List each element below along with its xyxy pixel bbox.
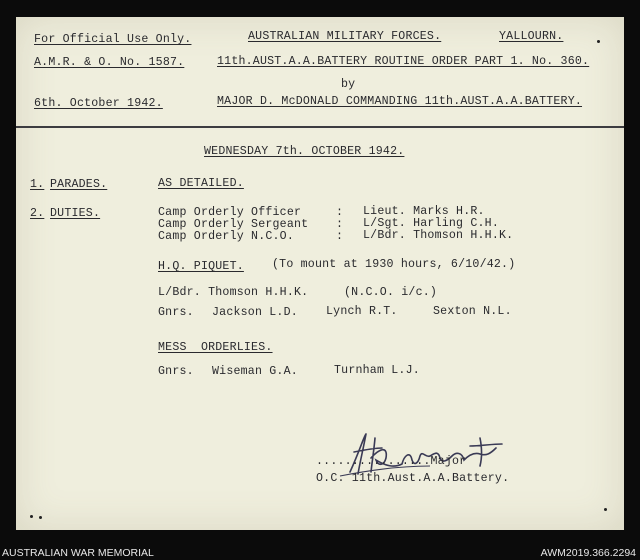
day-heading: WEDNESDAY 7th. OCTOBER 1942. bbox=[204, 145, 405, 158]
by-word: by bbox=[341, 78, 356, 91]
duty-separator: : bbox=[336, 206, 344, 219]
mess-gunners-label: Gnrs. bbox=[158, 365, 194, 378]
duty-separator: : bbox=[336, 230, 344, 243]
duty-role: Camp Orderly N.C.O. bbox=[158, 230, 294, 243]
piquet-nco-role: (N.C.O. i/c.) bbox=[344, 286, 438, 299]
document-page bbox=[16, 17, 624, 530]
duty-separator: : bbox=[336, 218, 344, 231]
piquet-heading: H.Q. PIQUET. bbox=[158, 260, 244, 273]
punch-mark bbox=[597, 40, 600, 43]
piquet-gunner: Sexton N.L. bbox=[433, 305, 512, 318]
signature-title: O.C. 11th.Aust.A.A.Battery. bbox=[316, 472, 510, 485]
header-divider bbox=[16, 126, 624, 128]
piquet-gunner: Jackson L.D. bbox=[212, 306, 298, 319]
piquet-gunner: Lynch R.T. bbox=[326, 305, 398, 318]
duty-name: L/Sgt. Harling C.H. bbox=[363, 217, 499, 230]
order-date: 6th. October 1942. bbox=[34, 97, 163, 110]
amr-reference: A.M.R. & O. No. 1587. bbox=[34, 56, 185, 69]
piquet-gunners-label: Gnrs. bbox=[158, 306, 194, 319]
punch-mark bbox=[604, 508, 607, 511]
item-1-text: AS DETAILED. bbox=[158, 177, 244, 190]
duty-role: Camp Orderly Officer bbox=[158, 206, 302, 219]
mess-heading: MESS ORDERLIES. bbox=[158, 341, 273, 354]
duty-role: Camp Orderly Sergeant bbox=[158, 218, 309, 231]
mess-gunner: Turnham L.J. bbox=[334, 364, 420, 377]
forces-heading: AUSTRALIAN MILITARY FORCES. bbox=[248, 30, 442, 43]
footer-accession-number: AWM2019.366.2294 bbox=[540, 547, 636, 559]
piquet-nco: L/Bdr. Thomson H.H.K. bbox=[158, 286, 309, 299]
duty-name: Lieut. Marks H.R. bbox=[363, 205, 485, 218]
footer-source: AUSTRALIAN WAR MEMORIAL bbox=[2, 547, 154, 559]
commander-line: MAJOR D. McDONALD COMMANDING 11th.AUST.A.A.BATTERY. bbox=[217, 95, 583, 108]
location-heading: YALLOURN. bbox=[499, 30, 564, 43]
signature-rank-line: ................Major bbox=[316, 455, 467, 468]
item-2-label: DUTIES. bbox=[50, 207, 101, 220]
mess-gunner: Wiseman G.A. bbox=[212, 365, 298, 378]
duty-name: L/Bdr. Thomson H.H.K. bbox=[363, 229, 514, 242]
official-use-line: For Official Use Only. bbox=[34, 33, 192, 46]
punch-mark bbox=[30, 515, 33, 518]
item-2-number: 2. bbox=[30, 207, 45, 220]
piquet-note: (To mount at 1930 hours, 6/10/42.) bbox=[272, 258, 516, 271]
order-title: 11th.AUST.A.A.BATTERY ROUTINE ORDER PART 1. No. 360. bbox=[217, 55, 590, 68]
item-1-number: 1. bbox=[30, 178, 45, 191]
punch-mark bbox=[39, 516, 42, 519]
item-1-label: PARADES. bbox=[50, 178, 108, 191]
